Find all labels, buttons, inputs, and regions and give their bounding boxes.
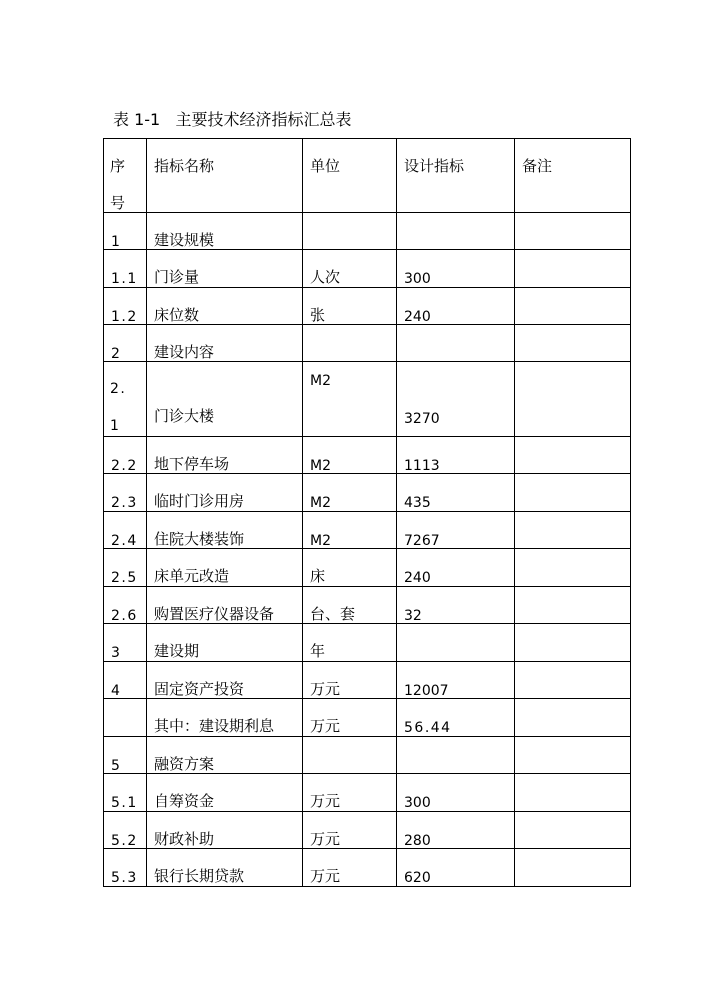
table-row: [104, 849, 631, 887]
table-row: [104, 474, 631, 512]
row-index: 5.3: [111, 870, 138, 886]
table-row: [104, 699, 631, 737]
row-name: 建设内容: [154, 343, 215, 361]
table-row: [104, 812, 631, 849]
header-note: [515, 139, 631, 213]
row-name: 自筹资金: [154, 792, 215, 810]
row-name: 购置医疗仪器设备: [154, 605, 275, 623]
row-name: 床位数: [154, 306, 200, 324]
indicator-table: [103, 138, 631, 887]
table-row: [104, 288, 631, 325]
header-value: [397, 139, 515, 213]
table-row: [104, 325, 631, 362]
row-name: 固定资产投资: [154, 680, 245, 698]
row-unit: 万元: [310, 680, 341, 698]
table-row: [104, 512, 631, 549]
row-value: 300: [404, 271, 431, 287]
row-name: 财政补助: [154, 830, 215, 848]
header-index-line1: 序: [110, 157, 126, 175]
header-name-text: 指标名称: [154, 157, 215, 175]
row-index: 4: [111, 683, 122, 699]
row-index: 2: [111, 346, 122, 362]
row-unit: M2: [310, 495, 331, 511]
header-value-text: 设计指标: [404, 157, 465, 175]
table-row: [104, 437, 631, 474]
row-index: 1.1: [111, 271, 138, 287]
row-index: 5: [111, 758, 122, 774]
row-index: 2.2: [111, 458, 138, 474]
row-value: 56.44: [404, 720, 452, 736]
row-unit: 人次: [310, 268, 341, 286]
row-name: 建设期: [154, 642, 200, 660]
row-value: 435: [404, 495, 431, 511]
table-row: [104, 774, 631, 812]
table-row: [104, 624, 631, 662]
row-name: 建设规模: [154, 231, 215, 249]
row-index: 5.1: [111, 795, 138, 811]
row-name: 临时门诊用房: [154, 492, 245, 510]
row-name: 融资方案: [154, 755, 215, 773]
row-name: 地下停车场: [154, 455, 230, 473]
row-index: 3: [111, 645, 122, 661]
row-unit: 万元: [310, 792, 341, 810]
row-unit: 万元: [310, 717, 341, 735]
row-name: 住院大楼装饰: [154, 530, 245, 548]
header-index-line2: 号: [110, 194, 126, 212]
table-row: [104, 250, 631, 288]
table-header-row: [104, 139, 631, 213]
row-index: 2.6: [111, 608, 138, 624]
row-unit: M2: [310, 458, 331, 474]
table-row: [104, 662, 631, 699]
row-unit: 万元: [310, 830, 341, 848]
header-unit: [303, 139, 397, 213]
row-name: 门诊大楼: [154, 407, 215, 425]
header-name: [147, 139, 303, 213]
row-value: 280: [404, 833, 431, 849]
row-unit: 年: [310, 642, 326, 660]
row-value: 32: [404, 608, 422, 624]
row-value: 620: [404, 870, 431, 886]
row-index-line2: 1: [110, 418, 121, 434]
row-index: 5.2: [111, 833, 138, 849]
row-unit: 台、套: [310, 605, 356, 623]
row-index: 2.3: [111, 495, 138, 511]
row-value: 7267: [404, 533, 440, 549]
row-index-line1: 2.: [110, 381, 127, 397]
row-name: 其中：建设期利息: [154, 717, 275, 735]
header-unit-text: 单位: [310, 157, 341, 175]
row-unit: 万元: [310, 867, 341, 885]
row-unit: M2: [310, 533, 331, 549]
table-row: [104, 587, 631, 624]
table-row: [104, 549, 631, 587]
table-caption: 表 1-1 主要技术经济指标汇总表: [113, 110, 352, 129]
row-unit: 张: [310, 306, 326, 324]
row-name: 门诊量: [154, 268, 200, 286]
row-value: 240: [404, 309, 431, 325]
row-index: 2.5: [111, 570, 138, 586]
header-index: [104, 139, 147, 213]
table-row: [104, 737, 631, 774]
table-row: [104, 213, 631, 250]
table-row: [104, 362, 631, 437]
row-value: 1113: [404, 458, 440, 474]
row-name: 床单元改造: [154, 567, 230, 585]
row-index: 2.4: [111, 533, 138, 549]
row-index: 1.2: [111, 309, 138, 325]
row-unit: 床: [310, 567, 326, 585]
row-unit: M2: [310, 373, 331, 389]
row-value: 300: [404, 795, 431, 811]
row-name: 银行长期贷款: [154, 867, 245, 885]
row-value: 240: [404, 570, 431, 586]
row-value: 12007: [404, 683, 449, 699]
row-value: 3270: [404, 411, 440, 427]
row-index: 1: [111, 234, 122, 250]
header-note-text: 备注: [522, 157, 553, 175]
